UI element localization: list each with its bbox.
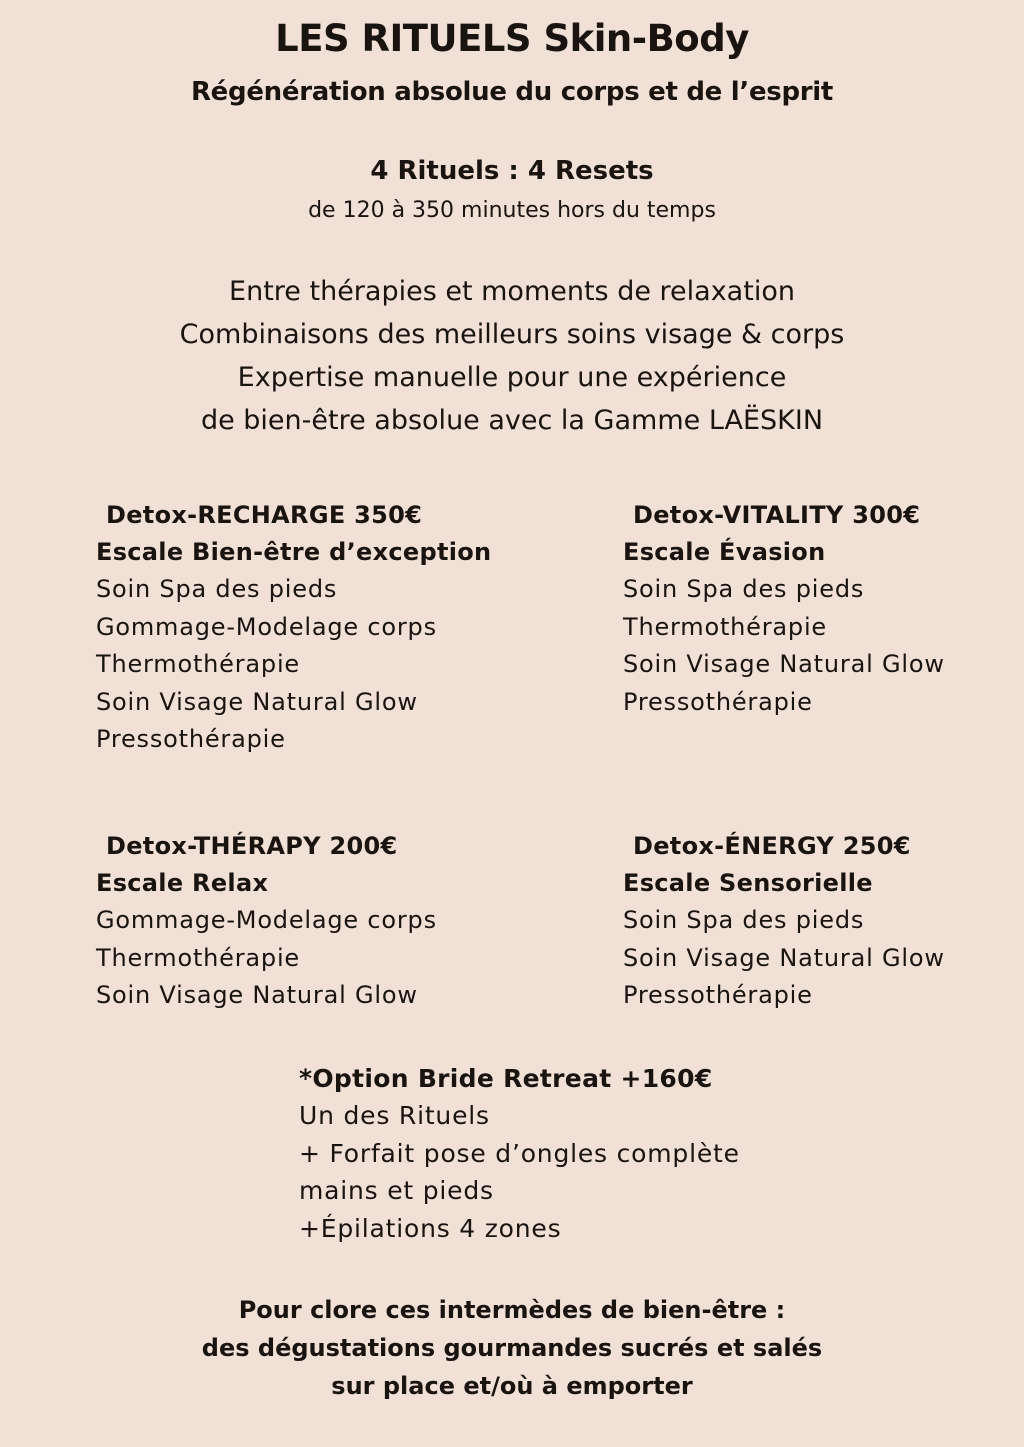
ritual-item: Pressothérapie xyxy=(623,687,813,716)
ritual-card-recharge xyxy=(96,497,491,759)
ritual-item: Soin Spa des pieds xyxy=(623,575,865,603)
closing-line: des dégustations gourmandes sucrés et salés xyxy=(201,1334,823,1362)
rituals-heading: 4 Rituels : 4 Resets xyxy=(370,156,654,186)
ritual-item: Thermothérapie xyxy=(623,612,827,641)
ritual-item: Thermothérapie xyxy=(96,943,300,972)
ritual-item: Pressothérapie xyxy=(623,981,813,1009)
page-subtitle: Régénération absolue du corps et de l’esprit xyxy=(190,77,834,107)
ritual-item: Soin Spa des pieds xyxy=(623,906,865,934)
ritual-item: Gommage-Modelage corps xyxy=(96,906,437,934)
option-title: *Option Bride Retreat +160€ xyxy=(299,1064,713,1093)
ritual-card-energy xyxy=(623,828,945,1015)
ritual-item: Soin Visage Natural Glow xyxy=(623,650,945,678)
ritual-escale: Escale Bien-être d’exception xyxy=(96,538,492,566)
ritual-escale: Escale Évasion xyxy=(623,538,826,566)
intro-line: de bien-être absolue avec la Gamme LAËSKIN xyxy=(200,405,824,436)
closing-text xyxy=(0,1291,1024,1405)
ritual-card-therapy xyxy=(96,828,437,1015)
closing-line: sur place et/où à emporter xyxy=(331,1372,693,1400)
intro-line: Entre thérapies et moments de relaxation xyxy=(229,276,795,307)
ritual-item: Pressothérapie xyxy=(96,725,286,753)
ritual-item: Soin Visage Natural Glow xyxy=(623,943,945,972)
ritual-item: Soin Visage Natural Glow xyxy=(96,687,418,716)
ritual-item: Soin Visage Natural Glow xyxy=(96,981,418,1009)
ritual-name-price: Detox-VITALITY 300€ xyxy=(633,501,921,529)
ritual-card-vitality xyxy=(623,497,945,721)
intro-line: Combinaisons des meilleurs soins visage & corps xyxy=(179,319,845,350)
rituals-duration: de 120 à 350 minutes hors du temps xyxy=(308,198,716,223)
ritual-name-price: Detox-RECHARGE 350€ xyxy=(106,501,423,529)
ritual-item: Soin Spa des pieds xyxy=(96,575,338,603)
ritual-name-price: Detox-THÉRAPY 200€ xyxy=(106,832,398,860)
intro-text xyxy=(0,270,1024,442)
option-item: mains et pieds xyxy=(299,1176,494,1205)
ritual-escale: Escale Relax xyxy=(96,869,269,897)
intro-line: Expertise manuelle pour une expérience xyxy=(237,362,787,393)
bride-retreat-option xyxy=(299,1060,740,1247)
option-item: Un des Rituels xyxy=(299,1101,490,1130)
page-title: LES RITUELS Skin-Body xyxy=(275,17,749,60)
ritual-item: Thermothérapie xyxy=(96,650,300,678)
ritual-escale: Escale Sensorielle xyxy=(623,869,873,897)
ritual-item: Gommage-Modelage corps xyxy=(96,612,437,641)
option-item: + Forfait pose d’ongles complète xyxy=(299,1138,740,1168)
option-item: +Épilations 4 zones xyxy=(299,1213,562,1243)
ritual-name-price: Detox-ÉNERGY 250€ xyxy=(633,832,911,860)
closing-line: Pour clore ces intermèdes de bien-être : xyxy=(238,1296,786,1324)
